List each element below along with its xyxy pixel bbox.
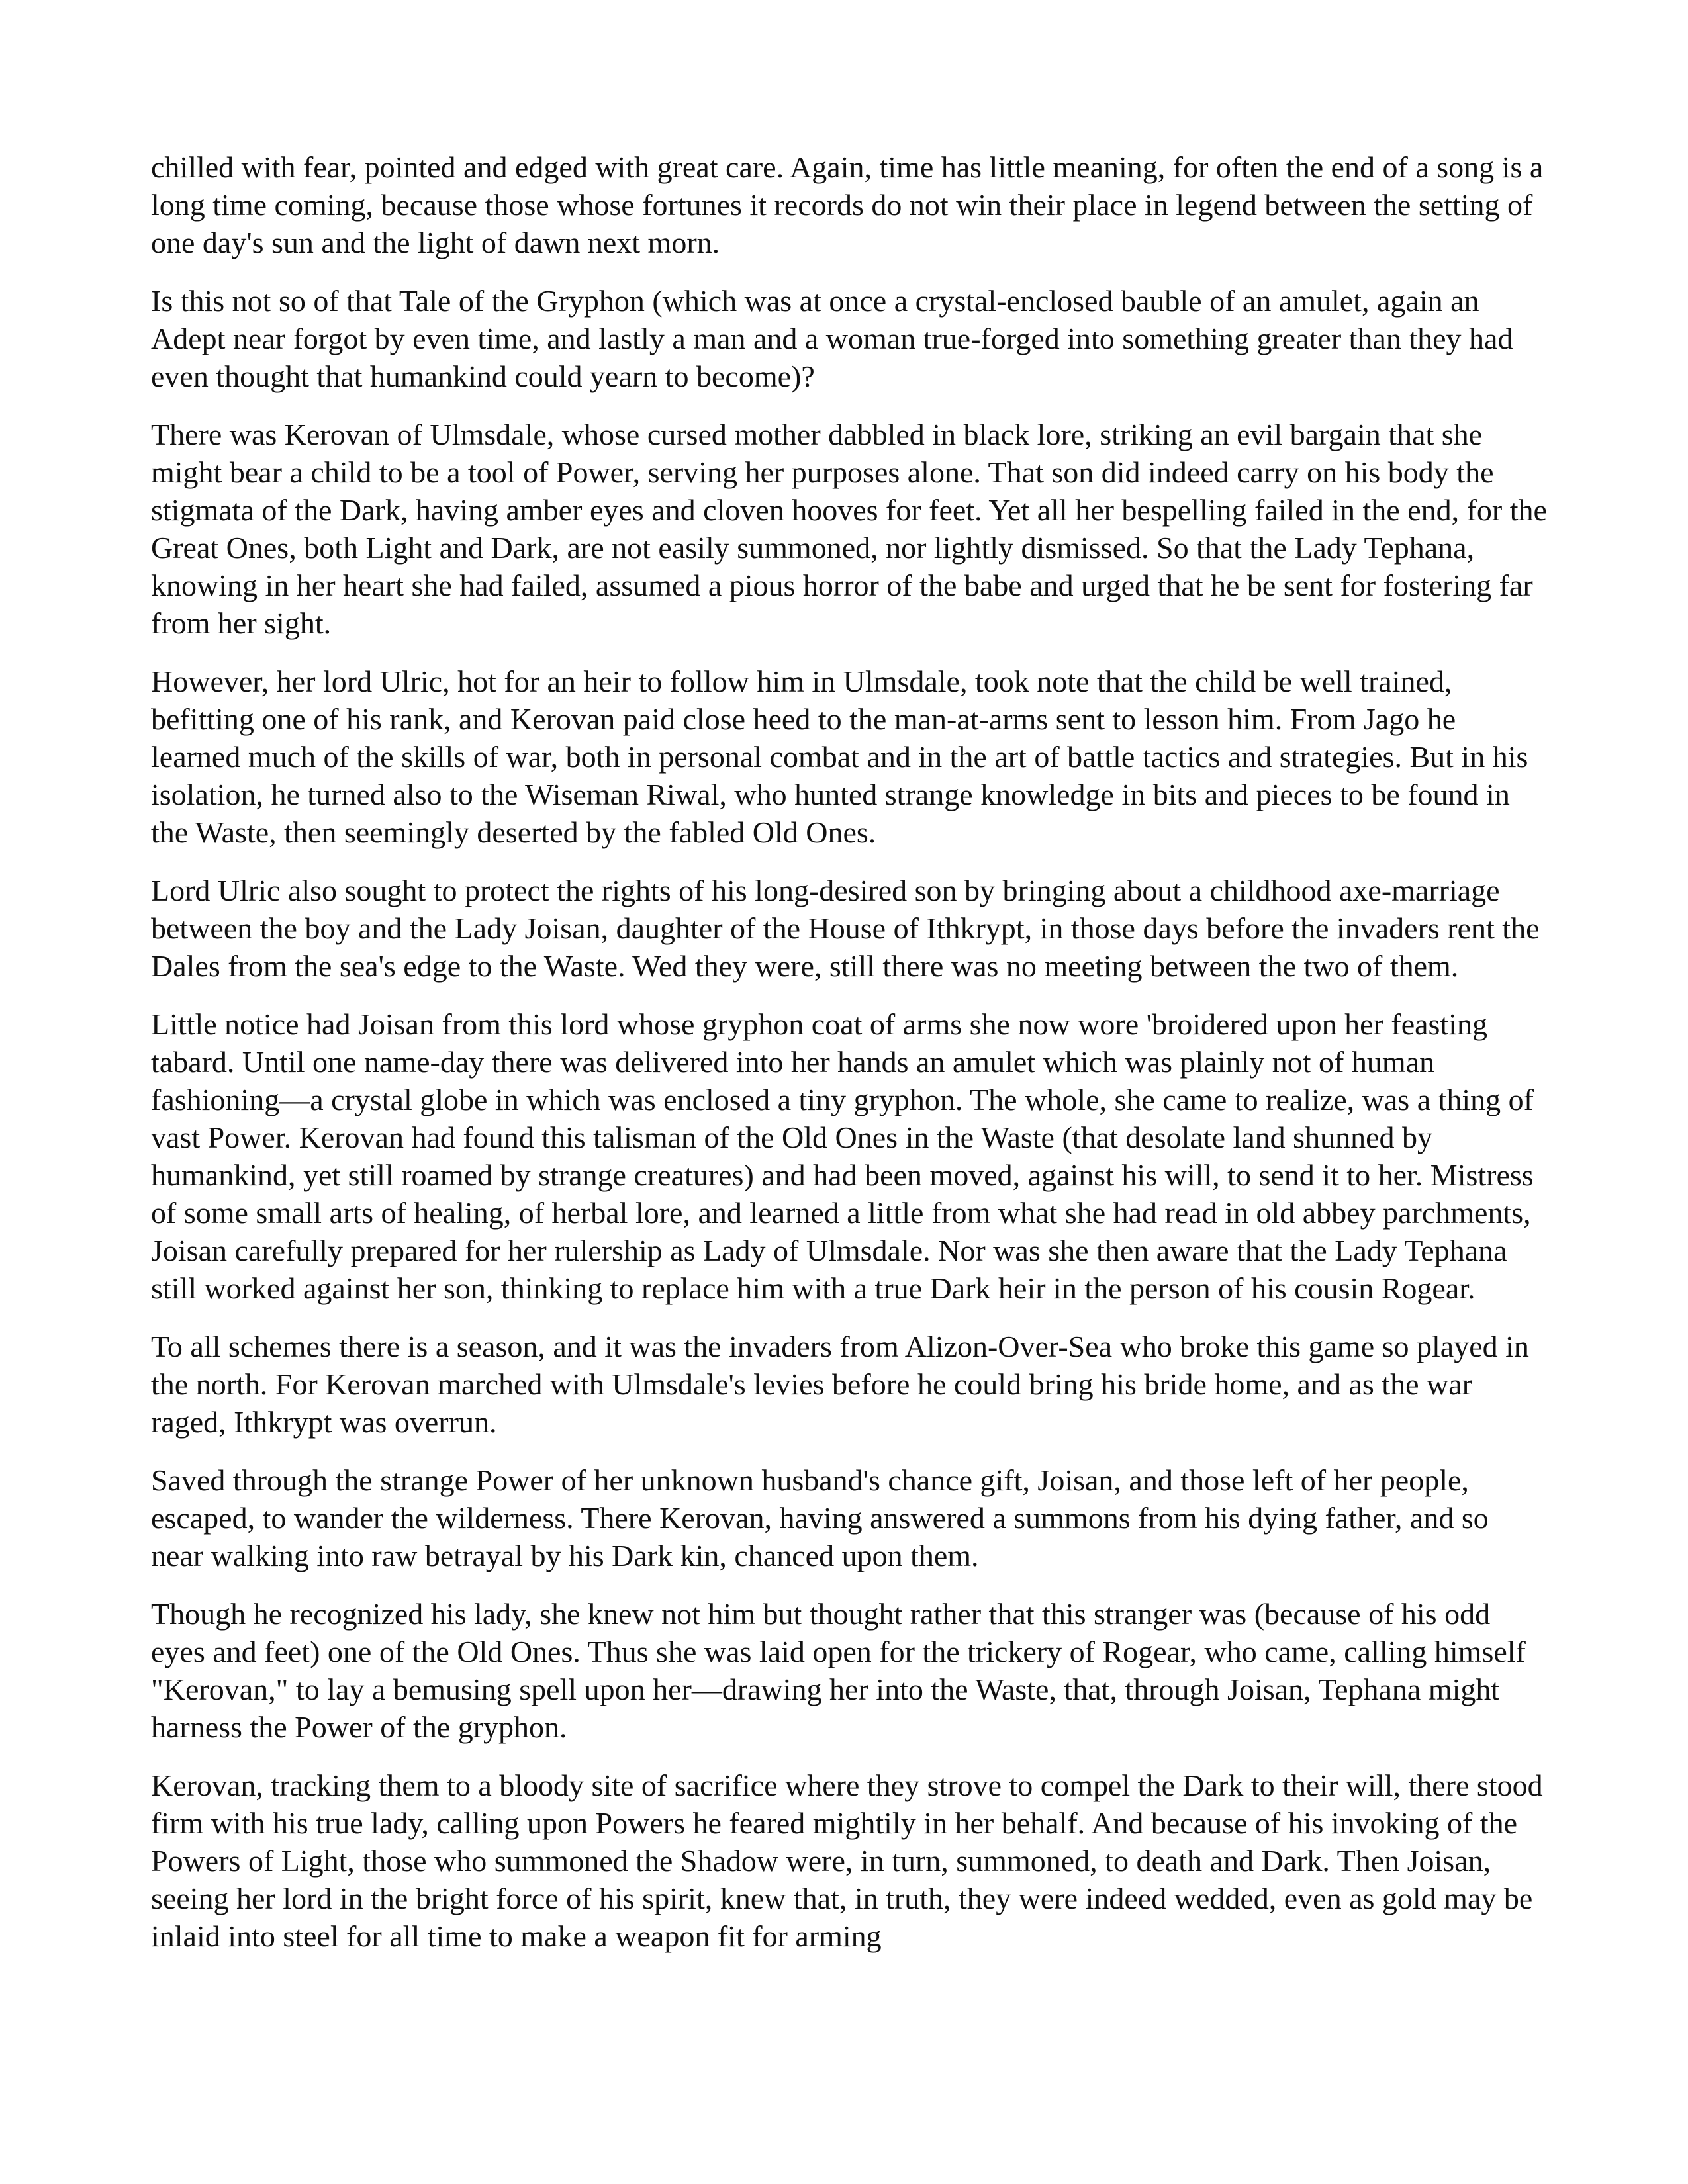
paragraph-2: Is this not so of that Tale of the Gryphon (which was at once a crystal-enclosed bauble of an amulet, again an Adept near forgot by even time, and lastly a man and a woman true-forged into something greater than they had even thought that humankind could yearn to become)?: [151, 284, 1513, 393]
paragraph-8: Saved through the strange Power of her unknown husband's chance gift, Joisan, and those left of her people, escaped, to wander the wilderness. There Kerovan, having answered a summons from his dying father, and so near walking into raw betrayal by his Dark kin, chanced upon them.: [151, 1463, 1489, 1572]
paragraph-3: There was Kerovan of Ulmsdale, whose cursed mother dabbled in black lore, striking an evil bargain that she might bear a child to be a tool of Power, serving her purposes alone. That son did indeed carry on his body the stigmata of the Dark, having amber eyes and cloven hooves for feet. Yet all her bespelling failed in the end, for the Great Ones, both Light and Dark, are not easily summoned, nor lightly dismissed. So that the Lady Tephana, knowing in her heart she had failed, assumed a pious horror of the babe and urged that he be sent for fostering far from her sight.: [151, 418, 1547, 640]
book-page: [151, 148, 1548, 2120]
paragraph-9: Though he recognized his lady, she knew not him but thought rather that this stranger was (because of his odd eyes and feet) one of the Old Ones. Thus she was laid open for the trickery of Rogear, who came, calling himself "Kerovan," to lay a bemusing spell upon her—drawing her into the Waste, that, through Joisan, Tephana might harness the Power of the gryphon.: [151, 1597, 1526, 1744]
paragraph-6: Little notice had Joisan from this lord whose gryphon coat of arms she now wore 'broidered upon her feasting tabard. Until one name-day there was delivered into her hands an amulet which was plainly not of human fashioning—a crystal globe in which was enclosed a tiny gryphon. The whole, she came to realize, was a thing of vast Power. Kerovan had found this talisman of the Old Ones in the Waste (that desolate land shunned by humankind, yet still roamed by strange creatures) and had been moved, against his will, to send it to her. Mistress of some small arts of healing, of herbal lore, and learned a little from what she had read in old abbey parchments, Joisan carefully prepared for her rulership as Lady of Ulmsdale. Nor was she then aware that the Lady Tephana still worked against her son, thinking to replace him with a true Dark heir in the person of his cousin Rogear.: [151, 1007, 1534, 1305]
paragraph-1: chilled with fear, pointed and edged with great care. Again, time has little meaning, for often the end of a song is a long time coming, because those whose fortunes it records do not win their place in legend between the setting of one day's sun and the light of dawn next morn.: [151, 150, 1544, 259]
paragraph-5: Lord Ulric also sought to protect the rights of his long-desired son by bringing about a childhood axe-marriage between the boy and the Lady Joisan, daughter of the House of Ithkrypt, in those days before the invaders rent the Dales from the sea's edge to the Waste. Wed they were, still there was no meeting between the two of them.: [151, 874, 1540, 983]
paragraph-7: To all schemes there is a season, and it was the invaders from Alizon-Over-Sea who broke this game so played in the north. For Kerovan marched with Ulmsdale's levies before he could bring his bride home, and as the war raged, Ithkrypt was overrun.: [151, 1330, 1529, 1439]
paragraph-4: However, her lord Ulric, hot for an heir to follow him in Ulmsdale, took note that the child be well trained, befitting one of his rank, and Kerovan paid close heed to the man-at-arms sent to lesson him. From Jago he learned much of the skills of war, both in personal combat and in the art of battle tactics and strategies. But in his isolation, he turned also to the Wiseman Riwal, who hunted strange knowledge in bits and pieces to be found in the Waste, then seemingly deserted by the fabled Old Ones.: [151, 664, 1528, 849]
paragraph-10: Kerovan, tracking them to a bloody site of sacrifice where they strove to compel the Dark to their will, there stood firm with his true lady, calling upon Powers he feared mightily in her behalf. And because of his invoking of the Powers of Light, those who summoned the Shadow were, in turn, summoned, to death and Dark. Then Joisan, seeing her lord in the bright force of his spirit, knew that, in truth, they were indeed wedded, even as gold may be inlaid into steel for all time to make a weapon fit for arming: [151, 1768, 1543, 1953]
